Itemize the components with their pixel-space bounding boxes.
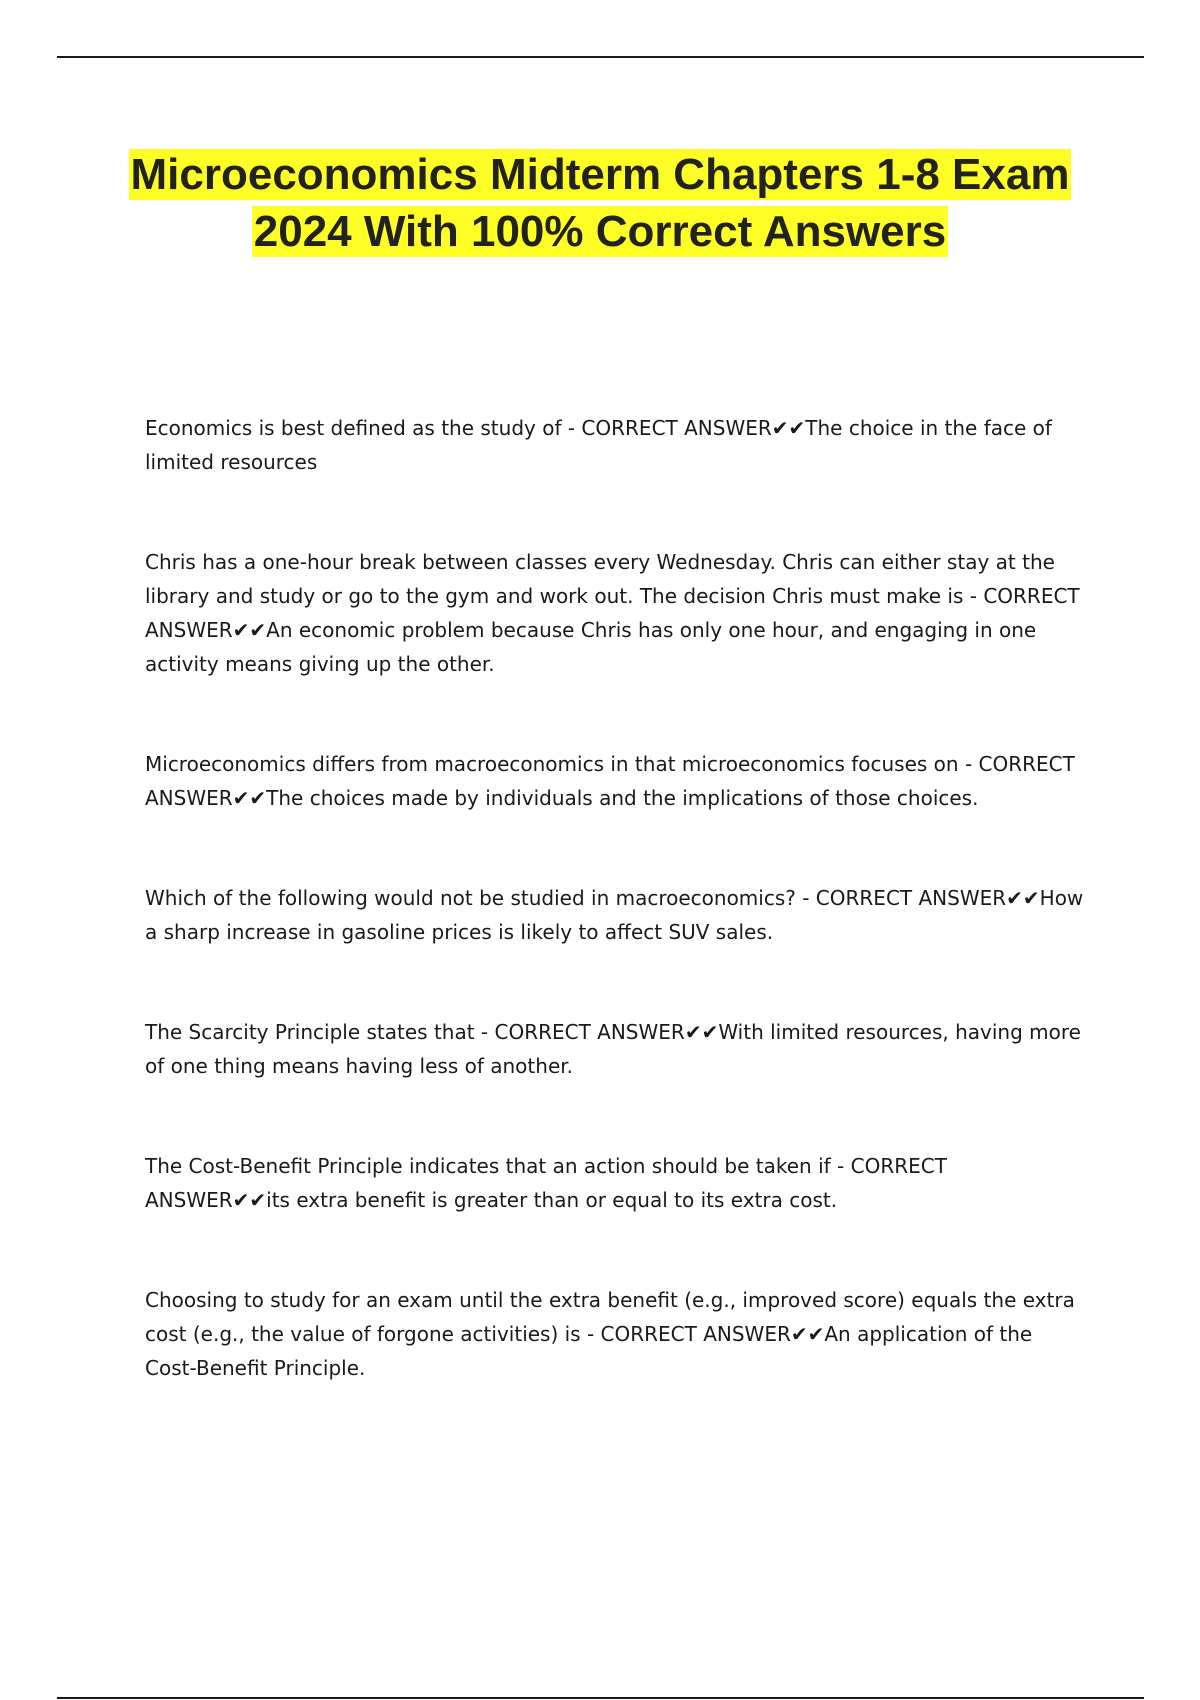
question-answer-3: Microeconomics differs from macroeconomics in that microeconomics focuses on - CORRECT ANSWER✔✔The choices made by individuals and the implications of those choices. bbox=[145, 752, 1075, 810]
question-answer-4: Which of the following would not be studied in macroeconomics? - CORRECT ANSWER✔✔How a sharp increase in gasoline prices is likely to affect SUV sales. bbox=[145, 886, 1084, 944]
page-title: Microeconomics Midterm Chapters 1-8 Exam 2024 With 100% Correct Answers bbox=[130, 150, 1070, 256]
question-answer-1: Economics is best defined as the study of - CORRECT ANSWER✔✔The choice in the face of limited resources bbox=[145, 416, 1052, 474]
question-answer-5: The Scarcity Principle states that - CORRECT ANSWER✔✔With limited resources, having more of one thing means having less of another. bbox=[145, 1020, 1081, 1078]
question-answer-7: Choosing to study for an exam until the extra benefit (e.g., improved score) equals the extra cost (e.g., the value of forgone activities) is - CORRECT ANSWER✔✔An application of the Cost-Benefit Principle. bbox=[145, 1288, 1075, 1380]
question-answer-6: The Cost-Benefit Principle indicates that an action should be taken if - CORRECT ANSWER✔✔its extra benefit is greater than or equal to its extra cost. bbox=[145, 1154, 947, 1212]
title-block bbox=[100, 146, 1100, 260]
bottom-rule bbox=[57, 1697, 1144, 1699]
question-answer-2: Chris has a one-hour break between classes every Wednesday. Chris can either stay at the library and study or go to the gym and work out. The decision Chris must make is - CORRECT ANSWER✔✔An economic problem because Chris has only one hour, and engaging in one activity means giving up the other. bbox=[145, 550, 1080, 676]
top-rule bbox=[57, 56, 1144, 58]
question-list bbox=[145, 411, 1090, 1385]
